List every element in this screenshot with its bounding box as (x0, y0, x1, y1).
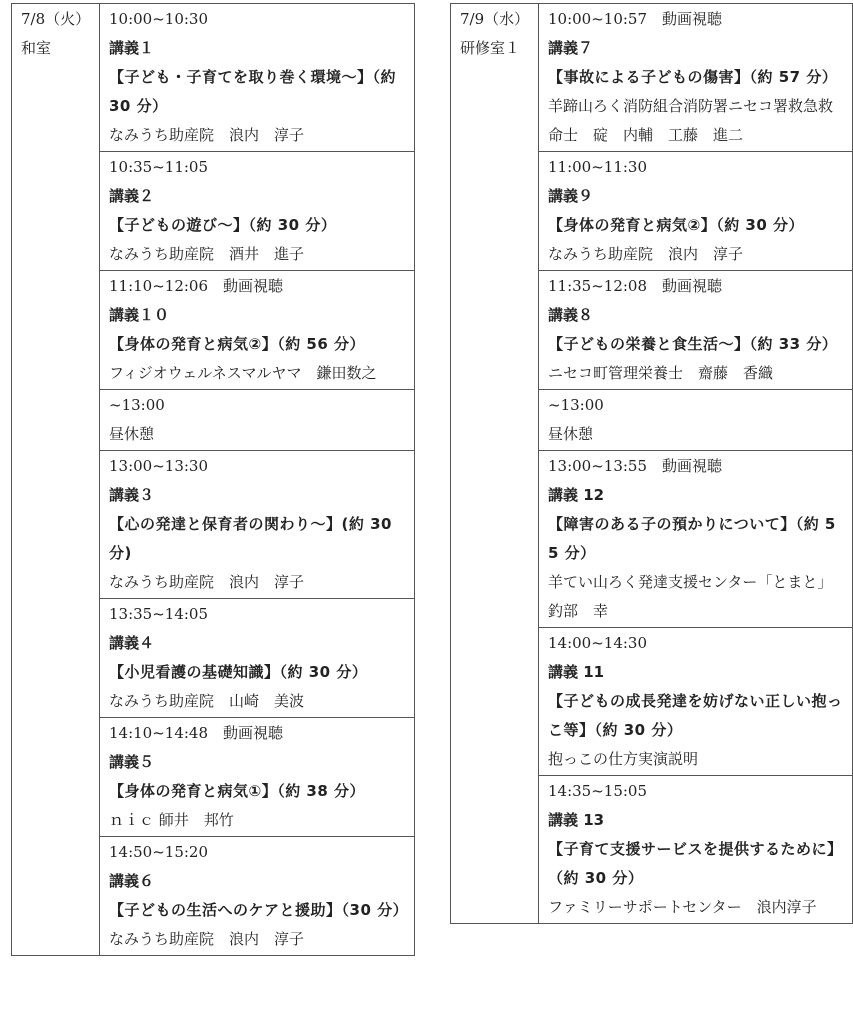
session-cell (100, 451, 415, 599)
session-cell (100, 599, 415, 718)
day-header (451, 4, 539, 924)
session-title: 【子どもの生活へのケアと援助】（30 分） (109, 901, 409, 919)
session-time: 10:00~10:30 (109, 10, 209, 28)
session-time: 11:10~12:06 動画視聴 (109, 277, 284, 295)
session-cell (100, 390, 415, 451)
session-speaker: なみうち助産院 山崎 美波 (109, 692, 305, 710)
session-time: 14:00~14:30 (548, 634, 648, 652)
session-title: 【身体の発育と病気②】（約 30 分） (548, 216, 805, 234)
day-room: 研修室１ (460, 39, 521, 57)
day-header (12, 4, 100, 956)
session-speaker: フィジオウェルネスマルヤマ 鎌田数之 (109, 364, 377, 382)
session-title: 【事故による子どもの傷害】（約 57 分） (548, 68, 838, 86)
session-time: 11:00~11:30 (548, 158, 648, 176)
session-number: 講義 12 (548, 486, 605, 504)
session-speaker: なみうち助産院 酒井 進子 (109, 245, 305, 263)
session-title: 【子どもの栄養と食生活～】（約 33 分） (548, 335, 838, 353)
day-date: 7/8（火） (21, 10, 91, 28)
session-cell (539, 451, 853, 628)
session-time: 10:00~10:57 動画視聴 (548, 10, 723, 28)
session-cell (539, 628, 853, 776)
session-number: 講義２ (109, 187, 155, 205)
schedule-table-day2 (450, 3, 853, 924)
session-speaker: なみうち助産院 浪内 淳子 (109, 126, 305, 144)
session-title: 【心の発達と保育者の関わり～】(約 30 分) (109, 515, 392, 562)
session-cell (100, 718, 415, 837)
session-speaker: なみうち助産院 浪内 淳子 (109, 930, 305, 948)
session-cell (100, 271, 415, 390)
session-speaker: 昼休憩 (109, 425, 155, 443)
session-number: 講義７ (548, 39, 594, 57)
session-time: 14:50~15:20 (109, 843, 209, 861)
session-number: 講義１０ (109, 306, 170, 324)
session-speaker: 羊てい山ろく発達支援センター「とまと」釣部 幸 (548, 573, 833, 620)
session-title: 【子ども・子育てを取り巻く環境～】（約 30 分） (109, 68, 397, 115)
session-time: 13:35~14:05 (109, 605, 209, 623)
session-cell (539, 776, 853, 924)
session-speaker: 抱っこの仕方実演説明 (548, 750, 699, 768)
session-time: 11:35~12:08 動画視聴 (548, 277, 723, 295)
session-speaker: ｎｉｃ 師井 邦竹 (109, 811, 234, 829)
session-speaker: 昼休憩 (548, 425, 594, 443)
session-time: 13:00~13:30 (109, 457, 209, 475)
session-number: 講義３ (109, 486, 155, 504)
session-speaker: なみうち助産院 浪内 淳子 (548, 245, 744, 263)
session-speaker: なみうち助産院 浪内 淳子 (109, 573, 305, 591)
session-title: 【障害のある子の預かりについて】（約 55 分） (548, 515, 836, 562)
session-cell (539, 390, 853, 451)
session-time: ~13:00 (109, 396, 165, 414)
session-cell (539, 4, 853, 152)
session-time: 14:35~15:05 (548, 782, 648, 800)
session-speaker: ニセコ町管理栄養士 齋藤 香織 (548, 364, 774, 382)
session-number: 講義５ (109, 753, 155, 771)
session-title: 【身体の発育と病気②】（約 56 分） (109, 335, 366, 353)
session-cell (100, 837, 415, 956)
session-number: 講義６ (109, 872, 155, 890)
day-room: 和室 (21, 39, 52, 57)
session-number: 講義８ (548, 306, 594, 324)
session-title: 【子どもの成長発達を妨げない正しい抱っこ等】（約 30 分） (548, 692, 843, 739)
session-cell (100, 4, 415, 152)
session-title: 【身体の発育と病気①】（約 38 分） (109, 782, 366, 800)
session-number: 講義９ (548, 187, 594, 205)
session-speaker: ファミリーサポートセンター 浪内淳子 (548, 898, 817, 916)
session-cell (539, 271, 853, 390)
session-number: 講義１ (109, 39, 155, 57)
session-title: 【小児看護の基礎知識】（約 30 分） (109, 663, 368, 681)
session-time: 10:35~11:05 (109, 158, 209, 176)
session-number: 講義４ (109, 634, 155, 652)
session-speaker: 羊蹄山ろく消防組合消防署ニセコ署救急救命士 碇 内輔 工藤 進二 (548, 97, 834, 144)
session-number: 講義 13 (548, 811, 605, 829)
session-number: 講義 11 (548, 663, 605, 681)
session-title: 【子育て支援サービスを提供するために】（約 30 分） (548, 840, 843, 887)
session-time: 13:00~13:55 動画視聴 (548, 457, 723, 475)
day-date: 7/9（水） (460, 10, 530, 28)
session-cell (539, 152, 853, 271)
session-time: 14:10~14:48 動画視聴 (109, 724, 284, 742)
schedule-table-day1 (11, 3, 415, 956)
session-time: ~13:00 (548, 396, 604, 414)
session-cell (100, 152, 415, 271)
session-title: 【子どもの遊び～】（約 30 分） (109, 216, 337, 234)
